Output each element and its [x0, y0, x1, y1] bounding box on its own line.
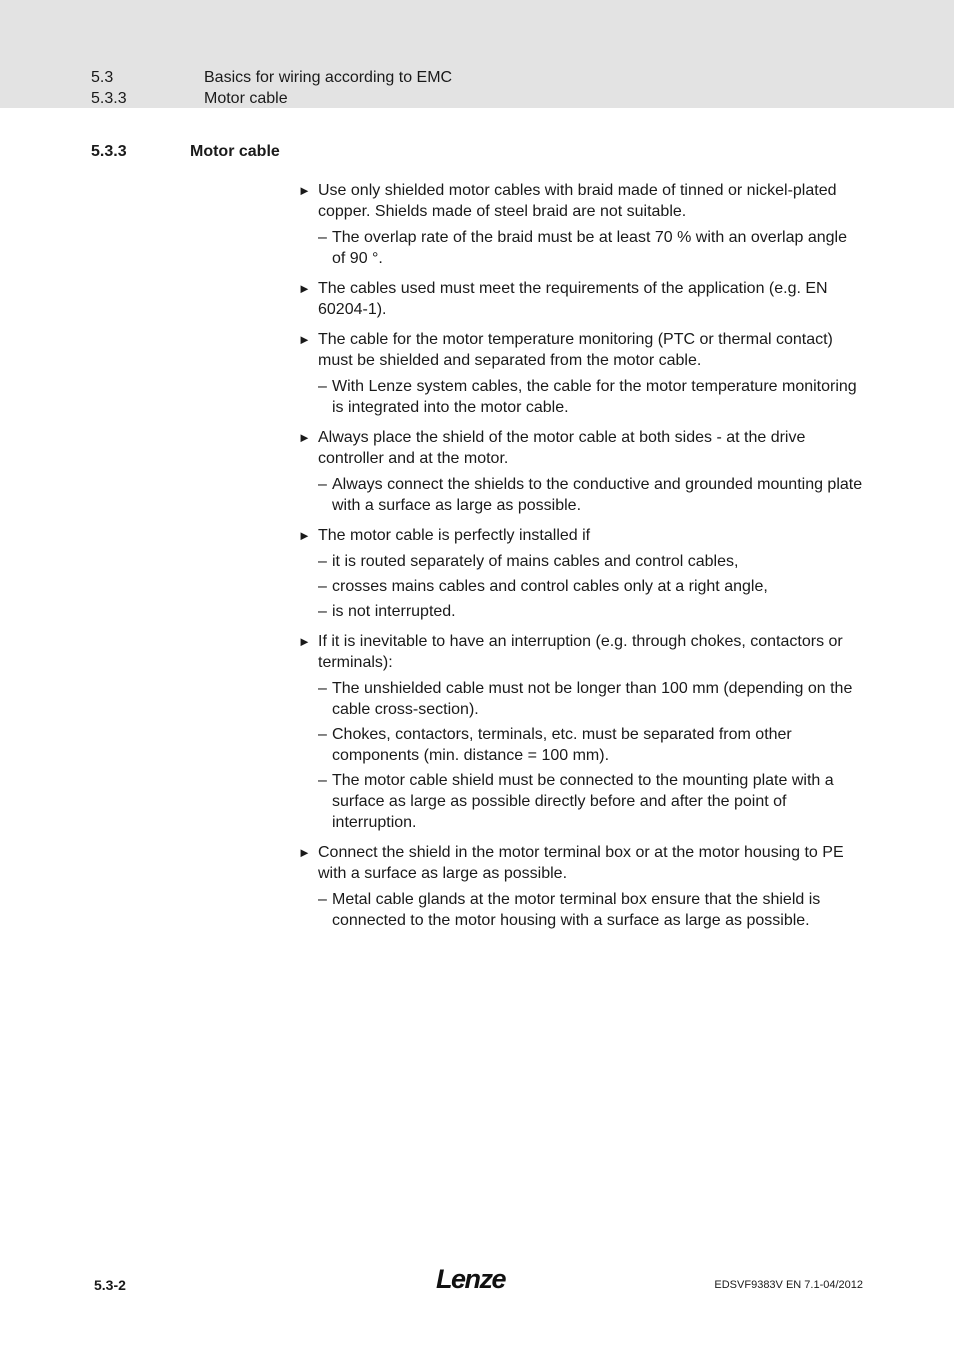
- sub-list: [318, 551, 864, 622]
- section-number: 5.3.3: [91, 143, 127, 160]
- page-number: 5.3-2: [94, 1277, 126, 1293]
- sub-list: [318, 376, 864, 418]
- sub-item-text: crosses mains cables and control cables only at a right angle,: [332, 578, 768, 595]
- bullet-arrow-icon: ►: [298, 281, 311, 296]
- sub-item: [318, 376, 864, 418]
- lenze-logo: Lenze: [436, 1264, 506, 1294]
- sub-item-text: The unshielded cable must not be longer than 100 mm (depending on the cable cross-section).: [332, 680, 853, 718]
- sub-item-text: The overlap rate of the braid must be at least 70 % with an overlap angle of 90 °.: [332, 229, 847, 267]
- header-section-title: Motor cable: [204, 90, 288, 107]
- bullet-list: [298, 180, 864, 940]
- sub-item: [318, 227, 864, 269]
- bullet-item: [298, 427, 864, 516]
- dash-icon: –: [318, 476, 327, 493]
- header-chapter-title: Basics for wiring according to EMC: [204, 69, 453, 86]
- header-chapter-number: 5.3: [91, 69, 114, 86]
- sub-list: [318, 474, 864, 516]
- sub-item: [318, 474, 864, 516]
- dash-icon: –: [318, 603, 327, 620]
- section-title: Motor cable: [190, 143, 280, 160]
- sub-item: [318, 551, 864, 572]
- bullet-text: The cable for the motor temperature monitoring (PTC or thermal contact) must be shielded and separated from the motor cable.: [318, 331, 833, 369]
- bullet-text: Connect the shield in the motor terminal box or at the motor housing to PE with a surface as large as possible.: [318, 844, 844, 882]
- bullet-arrow-icon: ►: [298, 430, 311, 445]
- bullet-item: [298, 842, 864, 931]
- bullet-arrow-icon: ►: [298, 845, 311, 860]
- sub-item: [318, 601, 864, 622]
- bullet-text: The motor cable is perfectly installed if: [318, 527, 591, 544]
- bullet-text: Always place the shield of the motor cable at both sides - at the drive controller and at the motor.: [318, 429, 806, 467]
- sub-item-text: is not interrupted.: [332, 603, 456, 620]
- sub-item-text: Always connect the shields to the conductive and grounded mounting plate with a surface as large as possible.: [332, 476, 863, 514]
- bullet-item: [298, 631, 864, 833]
- running-header: [0, 0, 954, 108]
- dash-icon: –: [318, 726, 327, 743]
- bullet-text: If it is inevitable to have an interruption (e.g. through chokes, contactors or terminals):: [318, 633, 843, 671]
- bullet-arrow-icon: ►: [298, 332, 311, 347]
- sub-item-text: Metal cable glands at the motor terminal box ensure that the shield is connected to the motor housing with a surface as large as possible.: [332, 891, 821, 929]
- sub-item-text: The motor cable shield must be connected to the mounting plate with a surface as large as possible directly before and after the point of interruption.: [332, 772, 834, 831]
- sub-item: [318, 576, 864, 597]
- bullet-item: [298, 180, 864, 269]
- bullet-text: Use only shielded motor cables with braid made of tinned or nickel-plated copper. Shields made of steel braid are not suitable.: [318, 182, 837, 220]
- dash-icon: –: [318, 553, 327, 570]
- dash-icon: –: [318, 578, 327, 595]
- dash-icon: –: [318, 772, 327, 789]
- sub-item: [318, 770, 864, 833]
- sub-item: [318, 678, 864, 720]
- sub-list: [318, 227, 864, 269]
- sub-list: [318, 889, 864, 931]
- sub-item-text: With Lenze system cables, the cable for the motor temperature monitoring is integrated into the motor cable.: [332, 378, 857, 416]
- dash-icon: –: [318, 229, 327, 246]
- dash-icon: –: [318, 378, 327, 395]
- bullet-item: [298, 329, 864, 418]
- dash-icon: –: [318, 891, 327, 908]
- sub-item: [318, 724, 864, 766]
- bullet-item: [298, 525, 864, 622]
- bullet-arrow-icon: ►: [298, 528, 311, 543]
- bullet-text: The cables used must meet the requirements of the application (e.g. EN 60204-1).: [318, 280, 828, 318]
- header-section-number: 5.3.3: [91, 90, 127, 107]
- sub-item: [318, 889, 864, 931]
- bullet-arrow-icon: ►: [298, 183, 311, 198]
- sub-item-text: Chokes, contactors, terminals, etc. must be separated from other components (min. distance = 100 mm).: [332, 726, 792, 764]
- document-id: EDSVF9383V EN 7.1-04/2012: [714, 1279, 863, 1291]
- sub-list: [318, 678, 864, 833]
- dash-icon: –: [318, 680, 327, 697]
- sub-item-text: it is routed separately of mains cables and control cables,: [332, 553, 739, 570]
- bullet-arrow-icon: ►: [298, 634, 311, 649]
- bullet-item: [298, 278, 864, 320]
